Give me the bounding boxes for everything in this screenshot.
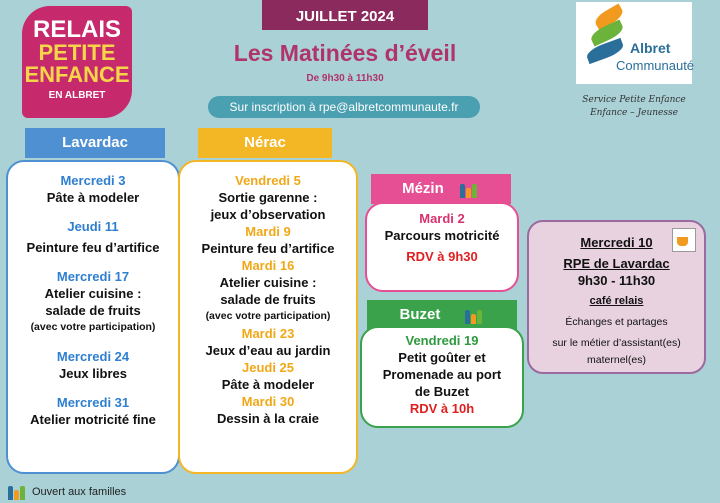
nerac-activity-2: Peinture feu d’artifice [201, 241, 335, 256]
buzet-card [360, 326, 524, 428]
nerac-activity-4: Jeux d’eau au jardin [205, 343, 331, 358]
lavardac-activity-4: Jeux libres [59, 366, 127, 381]
nerac-activity-1: Sortie garenne : [218, 190, 318, 205]
mezin-card [365, 202, 519, 292]
brand-name-1: Albret [630, 40, 671, 56]
service-line2: Enfance – Jeunesse [590, 108, 678, 118]
nerac-activity-5: Pâte à modeler [221, 377, 315, 392]
nerac-day-6: Mardi 30 [241, 394, 295, 409]
nerac-day-2: Mardi 9 [245, 224, 291, 239]
brand-name-2: Communauté [616, 58, 695, 73]
mezin-day: Mardi 2 [419, 211, 465, 226]
nerac-activity-3b: salade de fruits [220, 292, 316, 307]
family-icon [460, 180, 480, 198]
month-banner: JUILLET 2024 [262, 0, 428, 30]
family-icon [465, 306, 485, 324]
buzet-activity-3: de Buzet [414, 384, 470, 399]
cafe-desc-2: sur le métier d’assistant(es) [552, 337, 681, 349]
buzet-rdv: RDV à 10h [409, 401, 475, 416]
albret-communaute-logo [576, 2, 695, 84]
logo-line3: ENFANCE [24, 62, 130, 87]
logo-line1: RELAIS [32, 16, 121, 43]
lavardac-day-4: Mercredi 24 [56, 349, 130, 364]
lavardac-activity-2: Peinture feu d’artifice [26, 240, 160, 255]
lavardac-day-2: Jeudi 11 [67, 219, 119, 234]
service-label [576, 94, 692, 120]
nerac-day-4: Mardi 23 [241, 326, 295, 341]
logo-line2: PETITE [38, 40, 116, 65]
buzet-label: Buzet [399, 306, 441, 323]
nerac-card [178, 160, 358, 474]
buzet-activity-2: Promenade au port [382, 367, 502, 382]
lavardac-day-3: Mercredi 17 [56, 269, 130, 284]
lavardac-activity-3: Atelier cuisine : [44, 286, 142, 301]
nerac-day-1: Vendredi 5 [235, 173, 301, 188]
mezin-activity: Parcours motricité [384, 228, 500, 243]
tab-mezin [371, 174, 511, 204]
cafe-day: Mercredi 10 [580, 235, 653, 250]
family-icon [8, 482, 28, 500]
tab-lavardac: Lavardac [25, 128, 165, 158]
cafe-place: RPE de Lavardac [563, 256, 670, 271]
signup-banner[interactable]: Sur inscription à rpe@albretcommunaute.fr [208, 96, 480, 118]
cafe-label: café relais [589, 295, 644, 307]
nerac-activity-3: Atelier cuisine : [219, 275, 317, 290]
nerac-activity-6: Dessin à la craie [217, 411, 319, 426]
lavardac-activity-5: Atelier motricité fine [30, 412, 156, 427]
cafe-desc-3: maternel(es) [587, 354, 646, 366]
tab-nerac: Nérac [198, 128, 332, 158]
mezin-label: Mézin [402, 180, 444, 197]
buzet-activity-1: Petit goûter et [398, 350, 486, 365]
cafe-time: 9h30 - 11h30 [577, 273, 656, 288]
lavardac-day-1: Mercredi 3 [60, 173, 126, 188]
buzet-day: Vendredi 19 [405, 333, 479, 348]
legend-open-to-families: Ouvert aux familles [32, 486, 127, 498]
coffee-cup-icon [672, 228, 696, 252]
hours-subtitle: De 9h30 à 11h30 [306, 73, 384, 84]
relais-petite-enfance-logo [22, 6, 132, 118]
mezin-rdv: RDV à 9h30 [406, 249, 478, 264]
nerac-note-3: (avec votre participation) [205, 310, 331, 322]
nerac-day-5: Jeudi 25 [241, 360, 295, 375]
cafe-desc-1: Échanges et partages [565, 316, 668, 328]
lavardac-day-5: Mercredi 31 [56, 395, 130, 410]
cafe-relais-card [527, 220, 706, 374]
logo-line4: EN ALBRET [48, 90, 106, 101]
nerac-activity-1b: jeux d’observation [210, 207, 326, 222]
lavardac-activity-1: Pâte à modeler [46, 190, 140, 205]
page-title: Les Matinées d’éveil [233, 40, 457, 66]
lavardac-note-3: (avec votre participation) [30, 321, 156, 333]
nerac-day-3: Mardi 16 [241, 258, 295, 273]
lavardac-card [6, 160, 180, 474]
lavardac-activity-3b: salade de fruits [45, 303, 141, 318]
service-line1: Service Petite Enfance [582, 95, 686, 105]
